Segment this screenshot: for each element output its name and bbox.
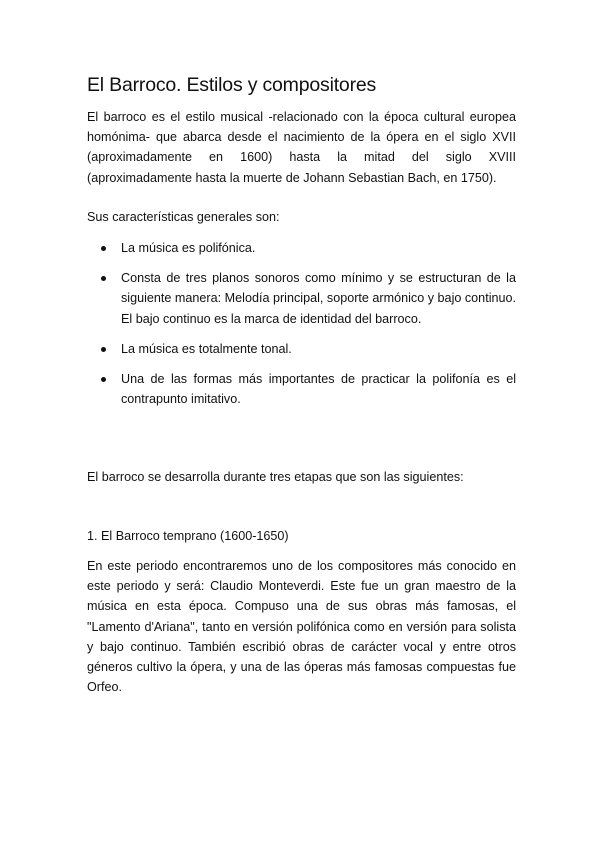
features-intro: Sus características generales son:	[87, 210, 280, 224]
section-heading: 1. El Barroco temprano (1600-1650)	[87, 529, 289, 543]
bullet-icon	[101, 246, 106, 251]
page-title: El Barroco. Estilos y compositores	[87, 74, 377, 96]
list-item	[87, 339, 516, 359]
list-item-text: La música es totalmente tonal.	[121, 341, 292, 356]
features-list	[87, 238, 516, 419]
bullet-icon	[101, 377, 106, 382]
intro-paragraph: El barroco es el estilo musical -relacionado con la época cultural europea homónima- que abarca desde el nacimiento de la ópera en el siglo XVII (aproximadamente en 1600) hasta la mitad del siglo XVIII (aproximadamente hasta la muerte de Johann Sebastian Bach, en 1750).	[87, 110, 516, 185]
list-item	[87, 369, 516, 409]
section-body: En este periodo encontraremos uno de los compositores más conocido en este periodo y será: Claudio Monteverdi. Este fue un gran maestro de la música en esta época. Compuso una de sus obras más famosas, el "Lamento d'Ariana", tanto en versión polifónica como en versión para solista y bajo continuo. También escribió obras de carácter vocal y entre otros géneros cultivo la ópera, y una de las óperas más famosas compuestas fue Orfeo.	[87, 559, 516, 695]
list-item-text: Una de las formas más importantes de practicar la polifonía es el contrapunto imitativo.	[121, 372, 516, 407]
list-item	[87, 268, 516, 329]
bullet-icon	[101, 347, 106, 352]
list-item-text: Consta de tres planos sonoros como mínimo y se estructuran de la siguiente manera: Melodía principal, soporte armónico y bajo continuo. El bajo continuo es la marca de identidad del barroco.	[121, 271, 516, 326]
bullet-icon	[101, 276, 106, 281]
list-item-text: La música es polifónica.	[121, 241, 256, 255]
stages-intro: El barroco se desarrolla durante tres etapas que son las siguientes:	[87, 470, 464, 484]
list-item	[87, 238, 516, 258]
